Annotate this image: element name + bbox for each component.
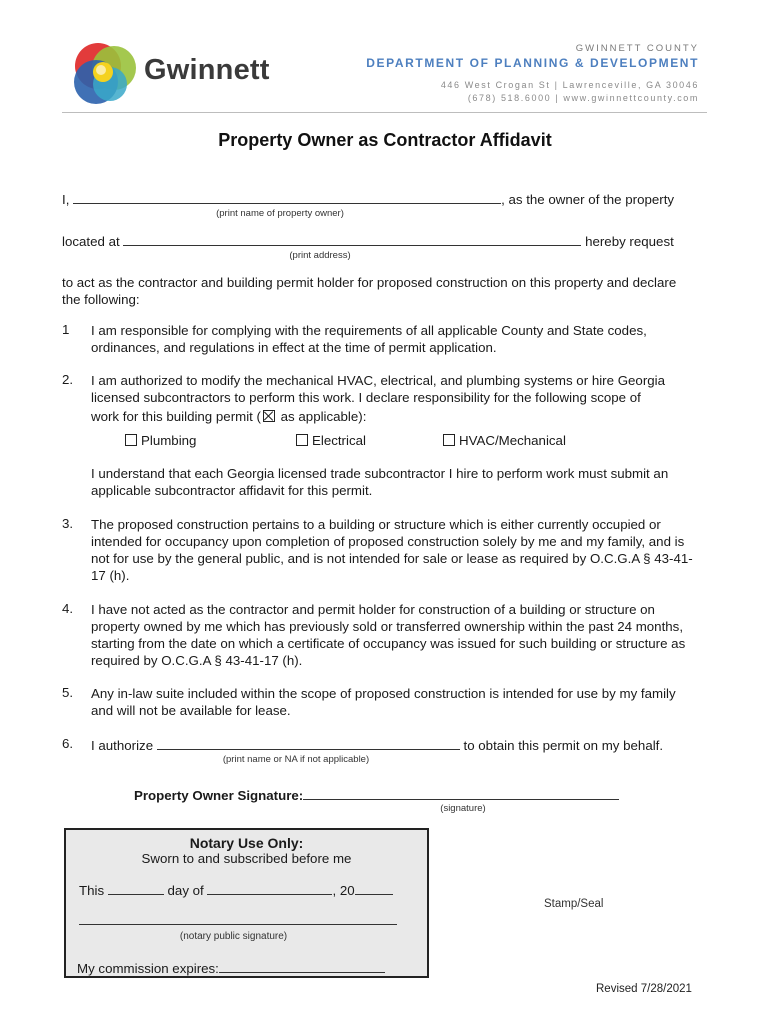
address-prefix: located at	[62, 234, 120, 249]
item-2-text: I am authorized to modify the mechanical HVAC, electrical, and plumbing systems or hire Georgia licensed subcontractors to perform this work. I declare responsibility for the following scope of	[91, 373, 665, 405]
intro-text: to act as the contractor and building permit holder for proposed construction on this property and declare the following:	[62, 275, 677, 307]
authorize-caption: (print name or NA if not applicable)	[222, 754, 370, 765]
owner-name-field[interactable]	[73, 190, 501, 204]
checkbox-icon[interactable]	[296, 434, 308, 446]
gwinnett-logo-icon	[70, 40, 140, 108]
item-2-scope-line	[91, 408, 691, 425]
department-name: DEPARTMENT OF PLANNING & DEVELOPMENT	[366, 56, 699, 70]
page-title: Property Owner as Contractor Affidavit	[218, 130, 552, 150]
item-number: 4.	[62, 601, 74, 616]
notary-box	[64, 828, 429, 978]
day-field[interactable]	[108, 881, 164, 895]
signature-line	[134, 786, 619, 804]
county-name: GWINNETT COUNTY	[575, 43, 699, 54]
authorize-prefix: I authorize	[91, 738, 154, 753]
hvac-option[interactable]	[443, 432, 566, 449]
item-3-text: The proposed construction pertains to a building or structure which is either currently occupied or intended for occupancy upon completion of proposed construction solely by me and my family, and is not for use by the general public, and is not intended for sale or lease as required by O.C.G.A § 43-41-17 (h).	[91, 517, 693, 583]
notary-date-line	[79, 881, 393, 899]
item-number: 6.	[62, 736, 74, 751]
header-divider	[62, 112, 707, 113]
day-of-label: day of	[167, 883, 204, 898]
signature-field[interactable]	[303, 786, 619, 800]
electrical-option[interactable]	[296, 432, 366, 449]
notary-subtitle: Sworn to and subscribed before me	[141, 851, 352, 866]
option-label: Electrical	[312, 433, 366, 448]
notary-signature-caption: (notary public signature)	[179, 931, 288, 942]
property-address-field[interactable]	[123, 232, 581, 246]
signature-label: Property Owner Signature:	[134, 788, 304, 803]
scope-prefix: work for this building permit (	[91, 409, 261, 424]
item-number: 1	[62, 322, 70, 337]
item-2-subcontractor-text: I understand that each Georgia licensed trade subcontractor I hire to perform work must submit an applicable subcontractor affidavit for this permit.	[91, 466, 669, 498]
contact-line: (678) 518.6000 | www.gwinnettcounty.com	[467, 93, 699, 103]
stamp-seal-label: Stamp/Seal	[544, 898, 604, 910]
month-field[interactable]	[207, 881, 332, 895]
item-number: 3.	[62, 516, 74, 531]
address-block	[441, 79, 699, 105]
item-5-text: Any in-law suite included within the scope of proposed construction is intended for use by my family and will not be available for lease.	[91, 686, 676, 718]
revised-date: Revised 7/28/2021	[596, 983, 692, 995]
item-number: 2.	[62, 372, 74, 387]
address-line-field-row	[62, 232, 674, 250]
brand-name: Gwinnett	[144, 54, 270, 86]
checkbox-icon[interactable]	[125, 434, 137, 446]
year-field[interactable]	[355, 881, 393, 895]
commission-field[interactable]	[219, 959, 385, 973]
signature-caption: (signature)	[440, 803, 486, 814]
item-6-line	[91, 736, 663, 754]
item-number: 5.	[62, 685, 74, 700]
owner-name-caption: (print name of property owner)	[216, 208, 344, 219]
this-label: This	[79, 883, 105, 898]
scope-suffix: as applicable):	[276, 409, 367, 424]
commission-label: My commission expires:	[77, 961, 219, 976]
address-suffix: hereby request	[585, 234, 674, 249]
address-caption: (print address)	[289, 250, 351, 261]
owner-name-line	[62, 190, 674, 208]
authorize-suffix: to obtain this permit on my behalf.	[463, 738, 664, 753]
notary-signature-field[interactable]	[79, 911, 397, 925]
x-checkbox-icon	[263, 410, 275, 422]
authorized-person-field[interactable]	[157, 736, 460, 750]
checkbox-icon[interactable]	[443, 434, 455, 446]
item-4-text: I have not acted as the contractor and permit holder for construction of a building or structure on property owned by me which has previously sold or transferred ownership within the past 24 months, starting from the date on which a certificate of occupancy was issued for such building or structure as required by O.C.G.A § 43-41-17 (h).	[91, 602, 686, 668]
commission-line	[77, 959, 385, 977]
address-line: 446 West Crogan St | Lawrenceville, GA 30046	[440, 80, 699, 90]
option-label: HVAC/Mechanical	[459, 433, 566, 448]
plumbing-option[interactable]	[125, 432, 196, 449]
notary-title: Notary Use Only:	[189, 835, 304, 851]
item-1-text: I am responsible for complying with the requirements of all applicable County and State codes, ordinances, and regulations in effect at the time of permit application.	[91, 323, 647, 355]
owner-prefix: I,	[62, 192, 70, 207]
option-label: Plumbing	[141, 433, 197, 448]
year-prefix: , 20	[332, 883, 355, 898]
owner-suffix: , as the owner of the property	[501, 192, 675, 207]
